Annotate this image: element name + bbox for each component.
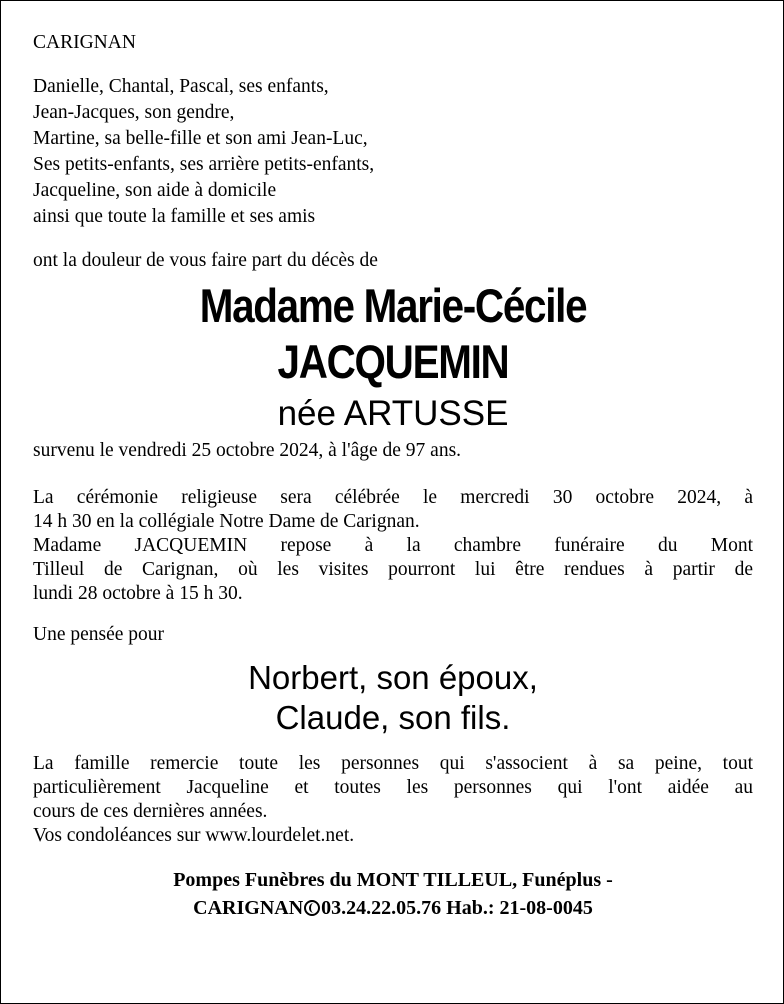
funeral-home-footer — [33, 866, 753, 922]
phone-icon — [304, 900, 320, 916]
thought-intro: Une pensée pour — [33, 624, 165, 645]
death-info: survenu le vendredi 25 octobre 2024, à l'âge de 97 ans. — [33, 440, 462, 461]
ceremony-line: lundi 28 octobre à 15 h 30. — [33, 583, 243, 604]
thanks-paragraph — [33, 752, 753, 848]
ceremony-line: Tilleul de Carignan, où les visites pourront lui être rendues à partir de — [33, 559, 753, 580]
funeral-home-phone: 03.24.22.05.76 Hab.: 21-08-0045 — [321, 897, 593, 919]
maiden-name: née ARTUSSE — [277, 394, 509, 433]
deceased-name-line1: Madame Marie-Cécile — [199, 279, 587, 332]
family-list — [33, 74, 753, 230]
ceremony-line: 14 h 30 en la collégiale Notre Dame de Carignan. — [33, 511, 420, 532]
thanks-line: cours de ces dernières années. — [33, 801, 268, 822]
condolences-text: Vos condoléances sur www.lourdelet.net. — [33, 825, 355, 846]
funeral-home-contact — [33, 894, 753, 922]
ceremony-line: La cérémonie religieuse sera célébrée le mercredi 30 octobre 2024, à — [33, 487, 753, 508]
family-line: Martine, sa belle-fille et son ami Jean-Luc, — [33, 128, 368, 149]
family-line: Ses petits-enfants, ses arrière petits-enfants, — [33, 154, 375, 175]
deceased-name — [83, 278, 702, 390]
in-memory-block — [33, 658, 753, 738]
ceremony-line: Madame JACQUEMIN repose à la chambre funéraire du Mont — [33, 535, 753, 556]
thanks-line: particulièrement Jacqueline et toutes les personnes qui l'ont aidée au — [33, 777, 753, 798]
funeral-home-name: Pompes Funèbres du MONT TILLEUL, Funéplus - — [173, 869, 613, 891]
deceased-name-line2: JACQUEMIN — [277, 335, 509, 388]
family-line: Danielle, Chantal, Pascal, ses enfants, — [33, 76, 329, 97]
obituary-content — [33, 30, 753, 922]
thanks-line: La famille remercie toute les personnes qui s'associent à sa peine, tout — [33, 753, 753, 774]
family-line: Jean-Jacques, son gendre, — [33, 102, 235, 123]
in-memory-line: Norbert, son époux, — [248, 659, 538, 696]
family-line: Jacqueline, son aide à domicile — [33, 180, 277, 201]
in-memory-line: Claude, son fils. — [275, 699, 511, 736]
funeral-home-city: CARIGNAN — [193, 897, 304, 919]
ceremony-paragraph — [33, 486, 753, 606]
family-line: ainsi que toute la famille et ses amis — [33, 206, 316, 227]
announcement-text: ont la douleur de vous faire part du décès de — [33, 250, 378, 271]
place-name: CARIGNAN — [33, 32, 136, 53]
